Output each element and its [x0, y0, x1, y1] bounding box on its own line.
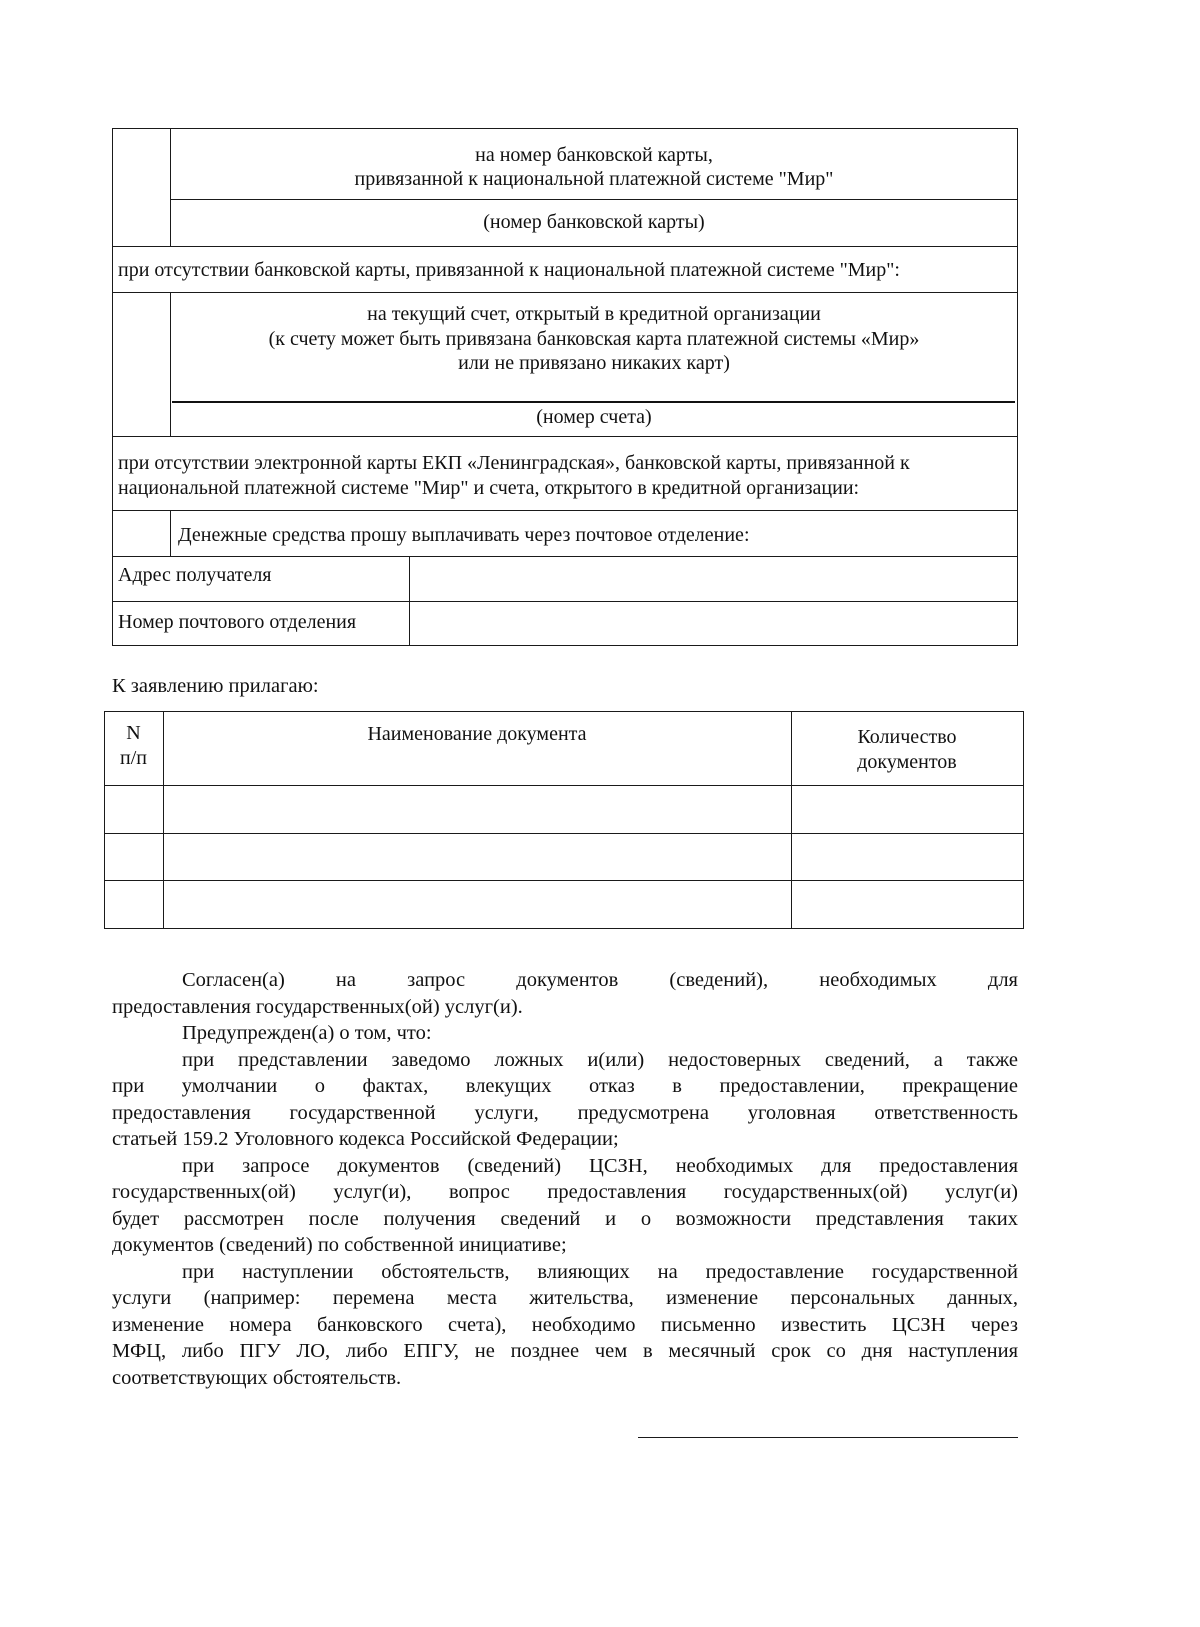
col-count-header-line2: документов — [857, 751, 957, 773]
col-num-header-line2: п/п — [120, 747, 147, 769]
row-name-cell[interactable] — [166, 788, 790, 831]
row-num-cell[interactable] — [106, 788, 162, 831]
account-line3: или не привязано никаких карт) — [458, 352, 730, 374]
post-office-number-field[interactable] — [416, 610, 1012, 638]
account-number-label: (номер счета) — [536, 406, 652, 428]
consent-p5-line3: изменение номера банковского счета), необходимо письменно известить ЦСЗН через — [112, 1313, 1018, 1336]
row-count-cell[interactable] — [794, 836, 1022, 879]
consent-p3-line1: при представлении заведомо ложных и(или) недостоверных сведений, а также — [182, 1048, 1018, 1071]
signature-line[interactable] — [638, 1437, 1018, 1438]
col-num-header-line1: N — [126, 722, 141, 744]
account-line1: на текущий счет, открытый в кредитной организации — [367, 303, 821, 325]
row-num-cell[interactable] — [106, 883, 162, 926]
no-card-text: при отсутствии банковской карты, привязанной к национальной платежной системе "Мир": — [118, 259, 900, 281]
consent-p5-line1: при наступлении обстоятельств, влияющих на предоставление государственной — [182, 1260, 1018, 1283]
consent-p4-line1: при запросе документов (сведений) ЦСЗН, необходимых для предоставления — [182, 1154, 1018, 1177]
row-count-cell[interactable] — [794, 788, 1022, 831]
consent-p5-line4: МФЦ, либо ПГУ ЛО, либо ЕПГУ, не позднее чем в месячный срок со дня наступления — [112, 1340, 1018, 1362]
consent-p3-line4: статьей 159.2 Уголовного кодекса Российской Федерации; — [112, 1128, 619, 1150]
consent-text — [112, 967, 1018, 1391]
card-header-line2: привязанной к национальной платежной системе "Мир" — [354, 168, 834, 190]
no-ekp-line2: национальной платежной системе "Мир" и счета, открытого в кредитной организации: — [118, 477, 860, 499]
consent-p4-line2: государственных(ой) услуг(и), вопрос предоставления государственных(ой) услуг(и) — [112, 1181, 1018, 1203]
row-name-cell[interactable] — [166, 836, 790, 879]
row-num-cell[interactable] — [106, 836, 162, 879]
post-office-number-label: Номер почтового отделения — [118, 611, 357, 633]
card-header-line1: на номер банковской карты, — [475, 144, 713, 166]
card-number-label: (номер банковской карты) — [483, 211, 705, 233]
post-office-text: Денежные средства прошу выплачивать через почтовое отделение: — [178, 524, 750, 546]
recipient-address-label: Адрес получателя — [118, 564, 272, 586]
account-number-fill-line — [172, 401, 1015, 403]
consent-p5-line5: соответствующих обстоятельств. — [112, 1366, 402, 1389]
consent-p4-line3: будет рассмотрен после получения сведений и о возможности представления таких — [112, 1207, 1018, 1230]
attachments-heading: К заявлению прилагаю: — [112, 675, 319, 697]
recipient-address-field[interactable] — [416, 563, 1012, 591]
consent-p4-line4: документов (сведений) по собственной инициативе; — [112, 1234, 567, 1256]
consent-p3-line3: предоставления государственной услуги, предусмотрена уголовная ответственность — [112, 1101, 1018, 1124]
col-name-header: Наименование документа — [367, 723, 587, 745]
consent-p1-line2: предоставления государственных(ой) услуг(и). — [112, 995, 523, 1018]
consent-p2: Предупрежден(а) о том, что: — [182, 1022, 432, 1044]
consent-p3-line2: при умолчании о фактах, влекущих отказ в предоставлении, прекращение — [112, 1075, 1018, 1097]
consent-p5-line2: услуги (например: перемена места жительства, изменение персональных данных, — [112, 1287, 1018, 1309]
consent-p1-line1: Согласен(а) на запрос документов (сведений), необходимых для — [182, 969, 1018, 991]
row-name-cell[interactable] — [166, 883, 790, 926]
no-ekp-line1: при отсутствии электронной карты ЕКП «Ленинградская», банковской карты, привязанной к — [118, 452, 910, 474]
account-line2: (к счету может быть привязана банковская карта платежной системы «Мир» — [268, 328, 920, 350]
row-count-cell[interactable] — [794, 883, 1022, 926]
col-count-header-line1: Количество — [857, 726, 957, 748]
